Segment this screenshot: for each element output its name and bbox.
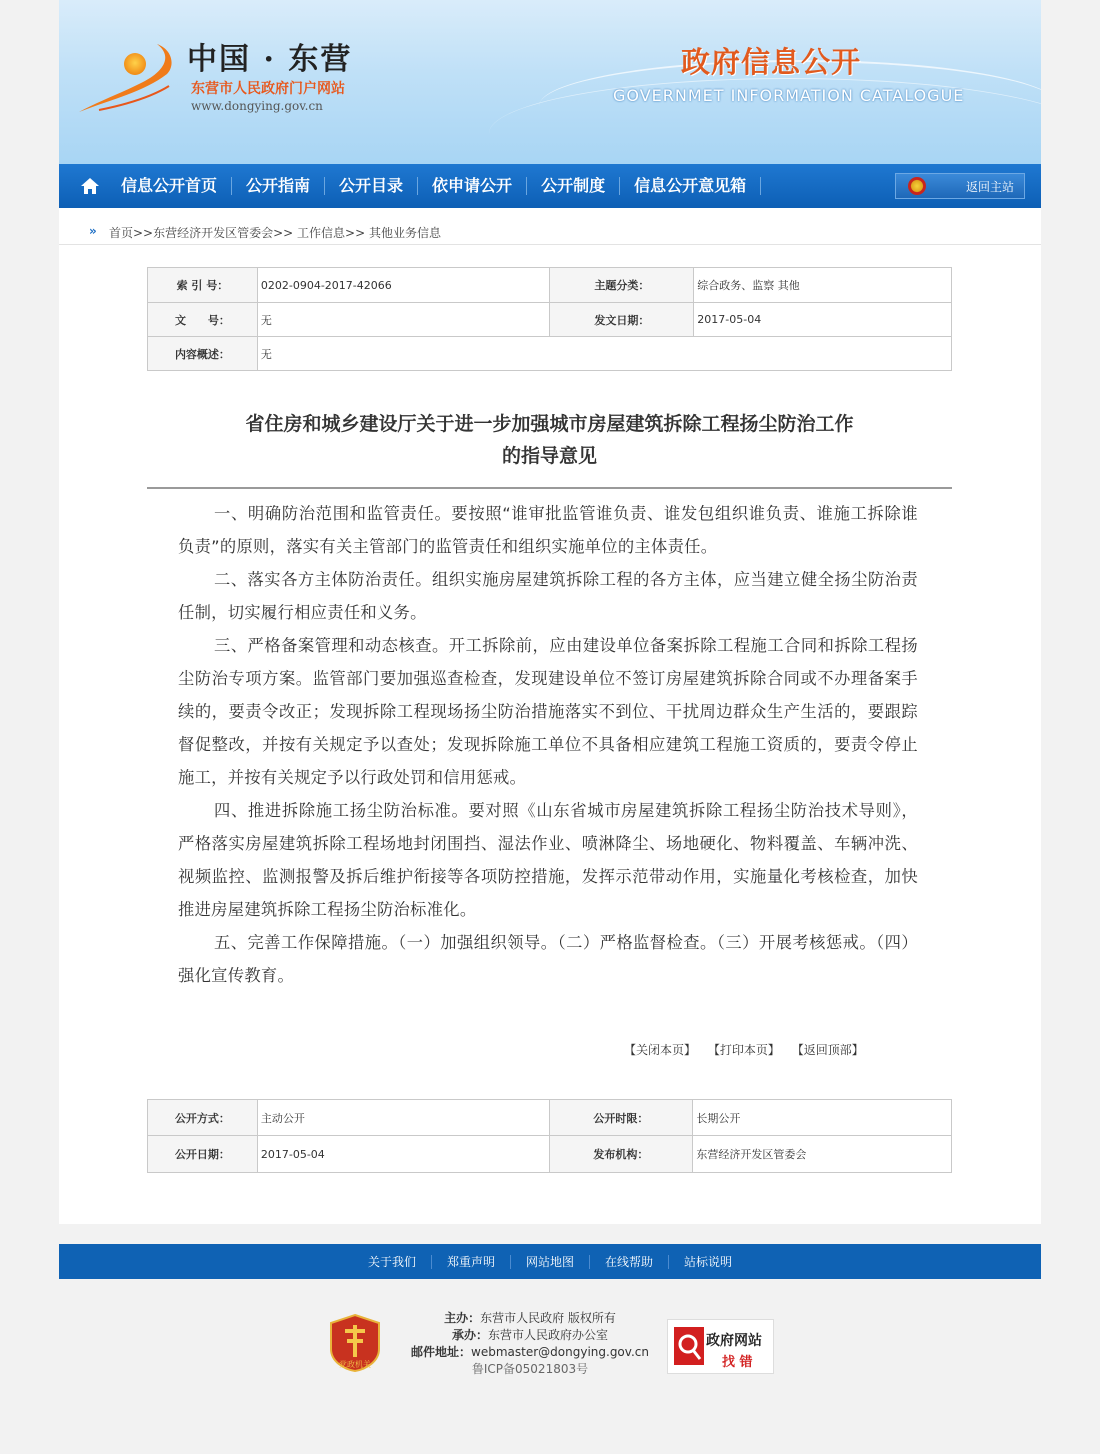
- back-to-main-button[interactable]: [895, 173, 1025, 199]
- publication-meta-table: [147, 1099, 952, 1173]
- body-paragraph: 四、推进拆除施工扬尘防治标准。要对照《山东省城市房屋建筑拆除工程扬尘防治技术导则》，严格落实房屋建筑拆除工程场地封闭围挡、湿法作业、喷淋降尘、场地硬化、物料覆盖、车辆冲洗、视频监控、监测报警及拆后维护衔接等各项防控措施，发挥示范带动作用，实施量化考核检查，加快推进房屋建筑拆除工程扬尘防治标准化。: [178, 801, 918, 919]
- table-row: [148, 1136, 952, 1173]
- document-title-line: 省住房和城乡建设厅关于进一步加强城市房屋建筑拆除工程扬尘防治工作: [245, 413, 854, 435]
- breadcrumb-path[interactable]: 首页>>东营经济开发区管委会>> 工作信息>> 其他业务信息: [109, 226, 441, 240]
- index-value: 0202-0904-2017-42066: [257, 268, 550, 303]
- title-divider: [147, 487, 952, 489]
- index-label: 索 引 号：: [148, 268, 258, 303]
- city-logo-icon: [69, 40, 189, 120]
- document-title: [147, 408, 952, 472]
- icp-number[interactable]: 鲁ICP备05021803号: [471, 1362, 589, 1376]
- error-label-line1: 政府网站: [706, 1333, 762, 1349]
- document-actions: [624, 1041, 872, 1058]
- date-value: 2017-05-04: [694, 303, 952, 337]
- national-emblem-icon: [908, 177, 926, 195]
- print-page-link[interactable]: 【打印本页】: [707, 1043, 780, 1057]
- footer-nav: [59, 1244, 1041, 1279]
- body-paragraph: 三、严格备案管理和动态核查。开工拆除前，应由建设单位备案拆除工程施工合同和拆除工程扬尘防治专项方案。监管部门要加强巡查检查，发现建设单位不签订房屋建筑拆除合同或不办理备案手续的，要责令改正；发现拆除工程现场扬尘防治措施落实不到位、干扰周边群众生产生活的，要跟踪督促整改，并按有关规定予以查处；发现拆除施工单位不具备相应建筑工程施工资质的，要责令停止施工，并按有关规定予以行政处罚和信用惩戒。: [178, 636, 918, 787]
- party-government-badge-icon[interactable]: [329, 1313, 381, 1373]
- pubdate-value: 2017-05-04: [257, 1136, 549, 1173]
- logo-url: www.dongying.gov.cn: [191, 99, 323, 113]
- email-link[interactable]: webmaster@dongying.gov.cn: [471, 1345, 649, 1359]
- docno-value: 无: [257, 303, 550, 337]
- period-label: 公开时限：: [549, 1100, 693, 1136]
- body-paragraph: 五、完善工作保障措施。（一）加强组织领导。（二）严格监督检查。（三）开展考核惩戒。（四）强化宣传教育。: [178, 933, 918, 985]
- magnifier-icon: [673, 1326, 705, 1366]
- mode-label: 公开方式：: [148, 1100, 258, 1136]
- logo-title: 中国 · 东营: [187, 42, 353, 77]
- chevron-double-right-icon: »: [89, 224, 97, 238]
- summary-value: 无: [257, 337, 951, 371]
- mode-value: 主动公开: [257, 1100, 549, 1136]
- topic-value: 综合政务、监察 其他: [694, 268, 952, 303]
- nav-item-guide[interactable]: 公开指南: [232, 177, 325, 195]
- org-value: 东营经济开发区管委会: [693, 1136, 952, 1173]
- footer-link-sitemap[interactable]: 网站地图: [511, 1255, 590, 1269]
- nav-item-feedback[interactable]: 信息公开意见箱: [620, 177, 761, 195]
- footer-links: [59, 1244, 1041, 1279]
- docno-label: 文 号：: [148, 303, 258, 337]
- footer-link-logo-info[interactable]: 站标说明: [684, 1254, 733, 1269]
- pubdate-label: 公开日期：: [148, 1136, 258, 1173]
- org-label: 发布机构：: [549, 1136, 693, 1173]
- footer-link-help[interactable]: 在线帮助: [590, 1255, 669, 1269]
- breadcrumb: [59, 220, 1041, 245]
- footer-info: [400, 1310, 660, 1378]
- back-to-main-label: 返回主站: [966, 180, 1015, 194]
- nav-item-rules[interactable]: 公开制度: [527, 177, 620, 195]
- main-nav: [59, 164, 1041, 208]
- document-title-line: 的指导意见: [501, 445, 597, 467]
- body-paragraph: 二、落实各方主体防治责任。组织实施房屋建筑拆除工程的各方主体，应当建立健全扬尘防治责任制，切实履行相应责任和义务。: [178, 570, 918, 622]
- email-line: 邮件地址：webmaster@dongying.gov.cn: [411, 1345, 649, 1359]
- main-content: [59, 208, 1041, 1224]
- nav-items: [107, 164, 761, 208]
- logo-subtitle: 东营市人民政府门户网站: [191, 81, 345, 97]
- undertake-line: 承办：东营市人民政府办公室: [451, 1328, 609, 1342]
- site-header: [59, 0, 1041, 164]
- error-label-line2: 找 错: [722, 1355, 753, 1370]
- table-row: [148, 1100, 952, 1136]
- back-to-top-link[interactable]: 【返回顶部】: [791, 1043, 864, 1057]
- summary-label: 内容概述：: [148, 337, 258, 371]
- body-paragraph: 一、明确防治范围和监管责任。要按照“谁审批监管谁负责、谁发包组织谁负责、谁施工拆除谁负责”的原则，落实有关主管部门的监管责任和组织实施单位的主体责任。: [178, 504, 918, 556]
- footer-link-about[interactable]: 关于我们: [353, 1255, 432, 1269]
- table-row: [148, 303, 952, 337]
- nav-item-home[interactable]: 信息公开首页: [107, 177, 232, 195]
- nav-item-apply[interactable]: 依申请公开: [418, 177, 527, 195]
- topic-label: 主题分类：: [550, 268, 694, 303]
- close-page-link[interactable]: 【关闭本页】: [624, 1043, 697, 1057]
- period-value: 长期公开: [693, 1100, 952, 1136]
- document-meta-table: [147, 267, 952, 371]
- date-label: 发文日期：: [550, 303, 694, 337]
- host-line: 主办：东营市人民政府 版权所有: [444, 1311, 616, 1325]
- table-row: [148, 337, 952, 371]
- section-title: 政府信息公开: [681, 45, 862, 79]
- footer-link-statement[interactable]: 郑重声明: [432, 1255, 511, 1269]
- badge-text: 党政机关: [339, 1360, 371, 1369]
- home-icon[interactable]: [79, 175, 101, 197]
- document-body: [178, 497, 918, 992]
- section-subtitle: GOVERNMET INFORMATION CATALOGUE: [613, 86, 965, 105]
- report-error-button[interactable]: [667, 1319, 774, 1374]
- table-row: [148, 268, 952, 303]
- nav-item-catalog[interactable]: 公开目录: [325, 177, 418, 195]
